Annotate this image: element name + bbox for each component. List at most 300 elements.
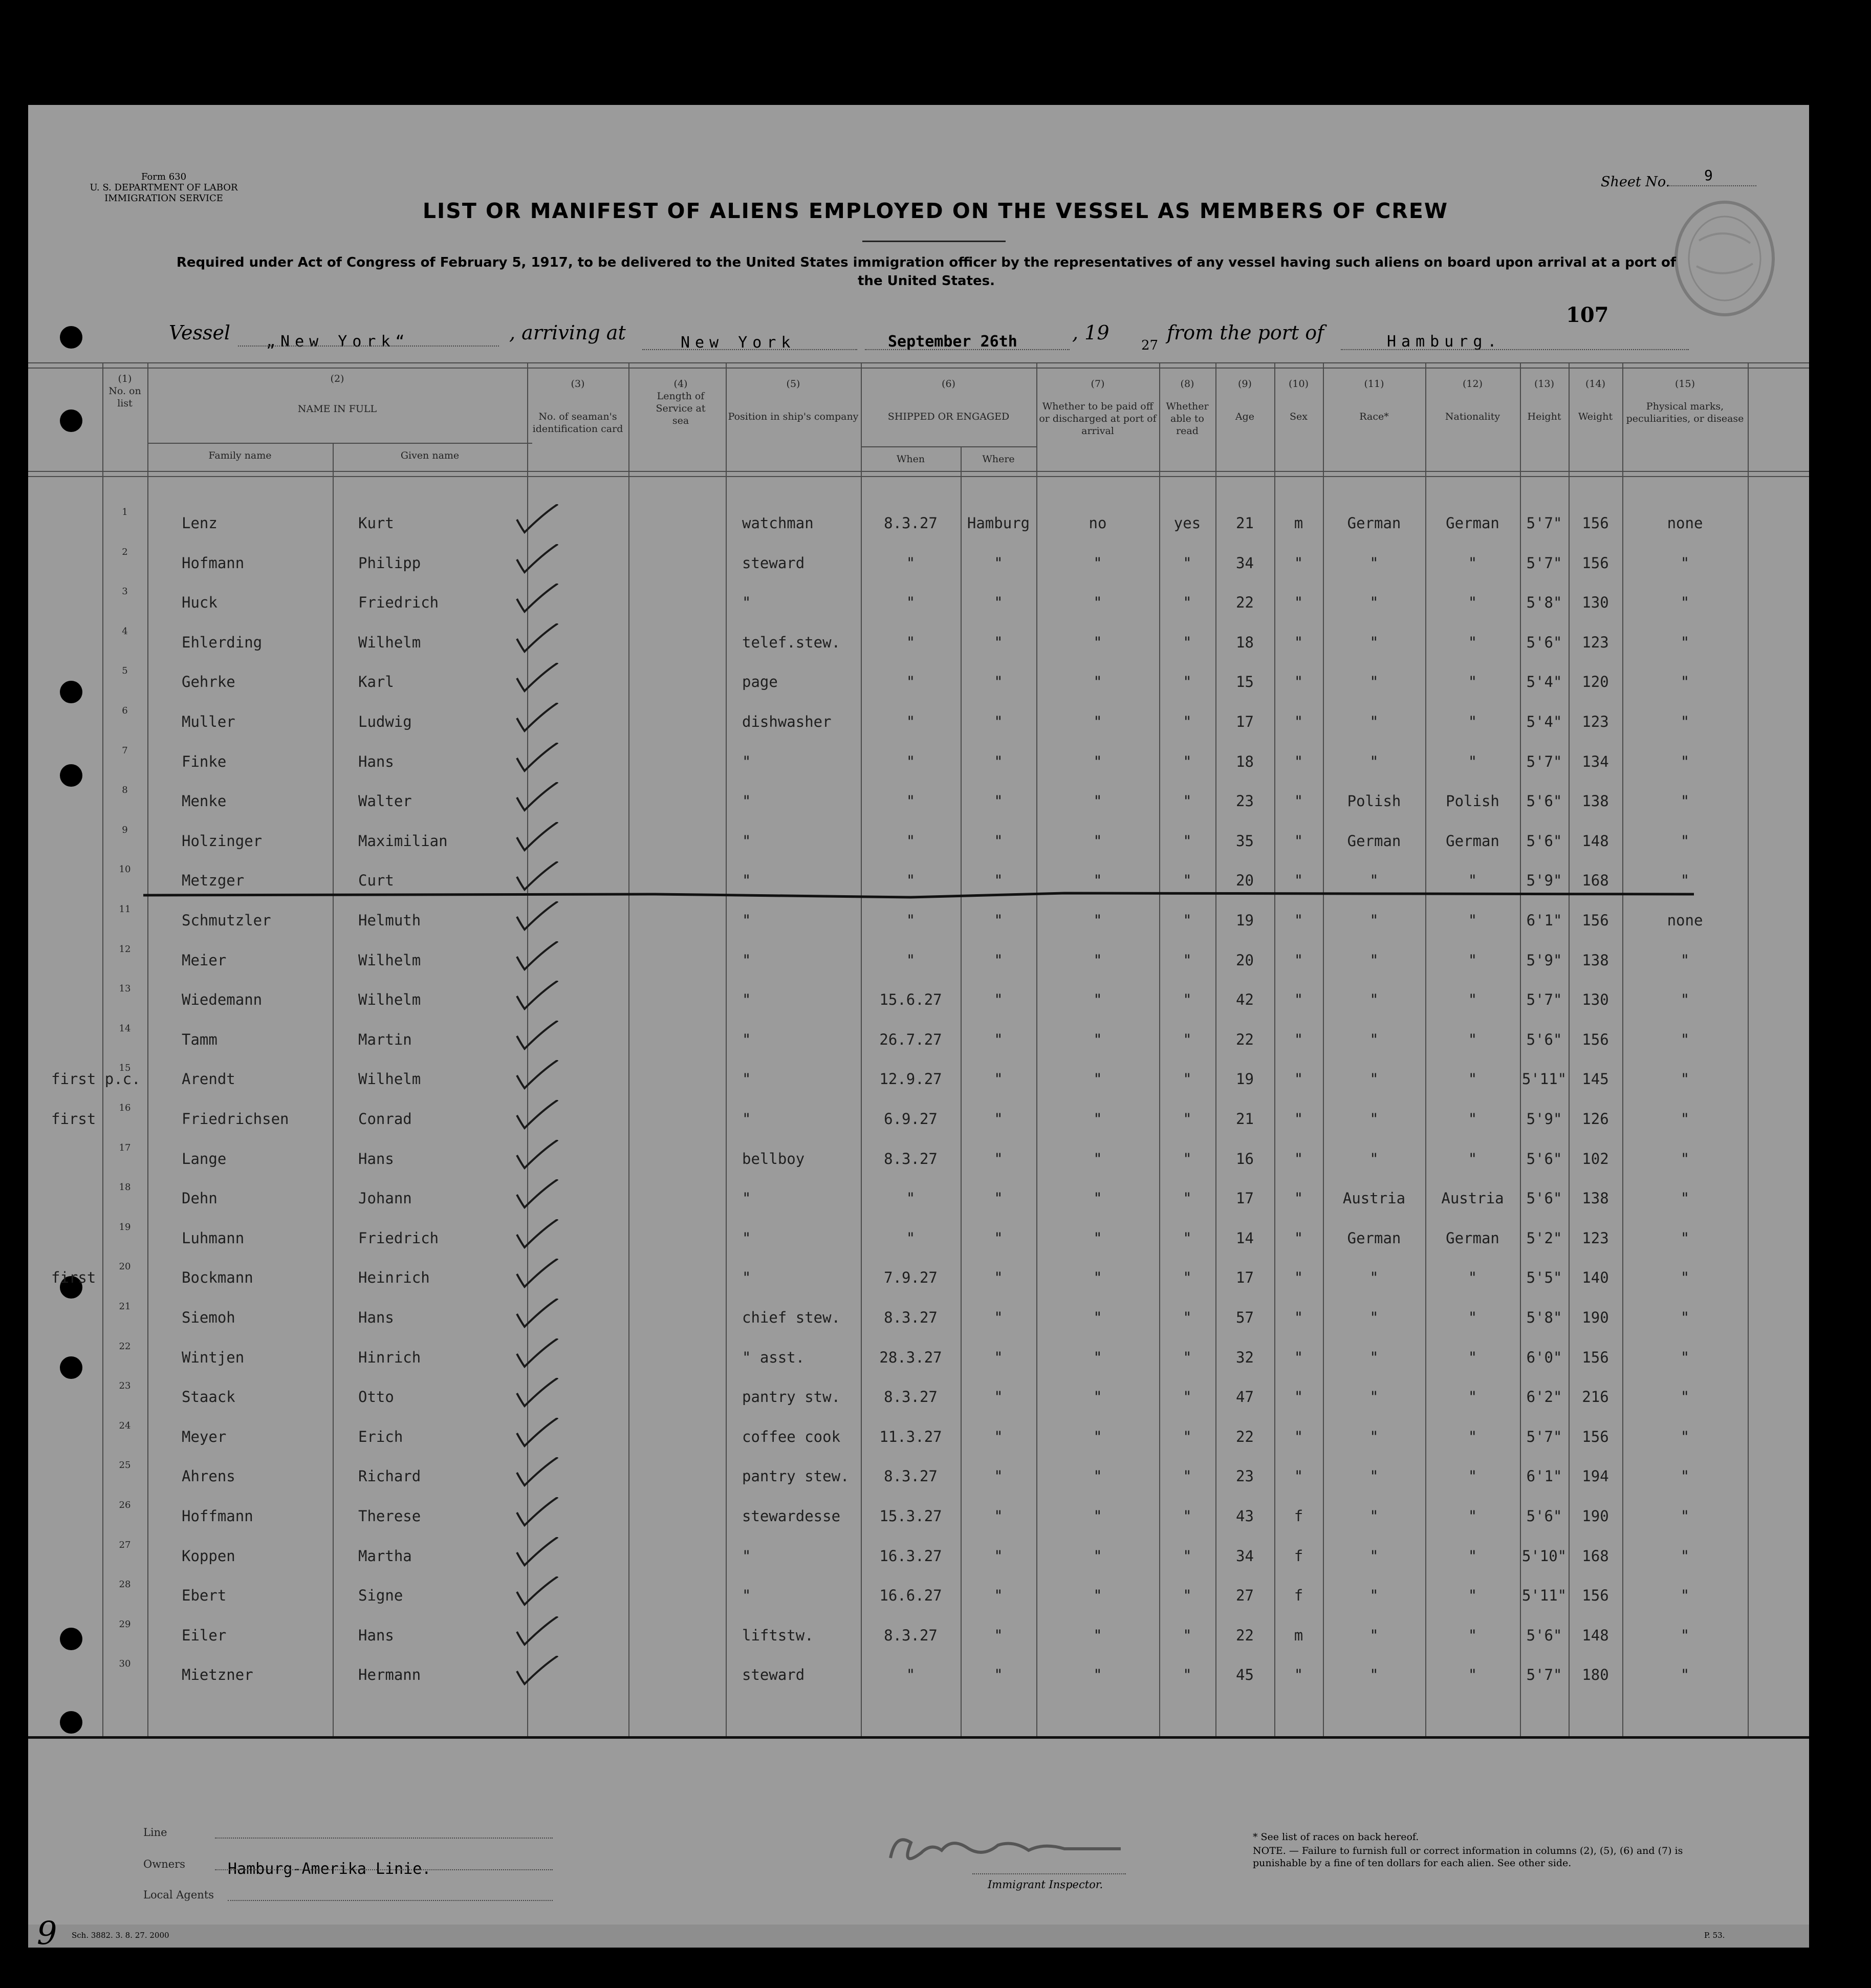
row-number: 25: [119, 1460, 131, 1471]
cell-race: ": [1369, 1070, 1379, 1088]
row-number: 27: [119, 1539, 131, 1550]
cell-weight: 190: [1582, 1309, 1609, 1326]
cell-read: ": [1183, 1547, 1192, 1565]
cell-where: ": [994, 752, 1003, 770]
cell-family: Meier: [182, 951, 227, 969]
cell-marks: ": [1680, 1070, 1690, 1088]
cell-nat: Polish: [1446, 792, 1499, 810]
cell-read: ": [1183, 752, 1192, 770]
cell-where: ": [994, 1587, 1003, 1605]
binder-hole: [60, 409, 82, 432]
cell-where: ": [994, 832, 1003, 850]
cell-family: Gehrke: [182, 673, 235, 691]
cell-height: 5'6": [1526, 1626, 1562, 1644]
cell-given: Martha: [358, 1547, 412, 1565]
cell-read: ": [1183, 1110, 1192, 1128]
cell-family: Ehlerding: [182, 633, 263, 651]
check-mark-icon: [512, 1497, 573, 1533]
binder-hole: [60, 764, 82, 787]
cell-given: Friedrich: [358, 1229, 439, 1247]
cell-race: ": [1369, 633, 1379, 651]
cell-read: ": [1183, 1269, 1192, 1287]
cell-race: ": [1369, 594, 1379, 612]
check-mark-icon: [512, 782, 573, 818]
cell-sex: ": [1294, 792, 1303, 810]
cell-weight: 156: [1582, 514, 1609, 532]
row-number: 20: [119, 1261, 131, 1272]
cell-when: ": [906, 912, 916, 929]
table-bottom-rule: [28, 1736, 1809, 1739]
cell-nat: ": [1468, 872, 1477, 890]
cell-weight: 138: [1582, 1190, 1609, 1207]
sheet-number: 9: [1704, 167, 1713, 184]
cell-marks: ": [1680, 1030, 1690, 1048]
cell-family: Finke: [182, 752, 227, 770]
header-col15: (15) Physical marks, peculiarities, or disease: [1626, 378, 1744, 424]
cell-paid: ": [1093, 1666, 1102, 1684]
cell-height: 5'4": [1526, 673, 1562, 691]
manifest-number: 107: [1566, 303, 1609, 327]
cell-weight: 102: [1582, 1150, 1609, 1168]
check-mark-icon: [512, 1378, 573, 1414]
cell-weight: 156: [1582, 554, 1609, 572]
cell-when: 16.6.27: [879, 1587, 942, 1605]
cell-nat: ": [1468, 991, 1477, 1009]
cell-paid: ": [1093, 1070, 1102, 1088]
check-mark-icon: [512, 623, 573, 659]
cell-sex: ": [1294, 1070, 1303, 1088]
cell-weight: 216: [1582, 1388, 1609, 1406]
row-note: first: [51, 1269, 96, 1287]
row-number: 11: [119, 904, 131, 915]
binder-hole: [60, 1711, 82, 1734]
cell-marks: ": [1680, 1666, 1690, 1684]
cell-family: Schmutzler: [182, 912, 271, 929]
cell-paid: ": [1093, 912, 1102, 929]
cell-paid: ": [1093, 1030, 1102, 1048]
cell-sex: ": [1294, 1309, 1303, 1326]
cell-weight: 140: [1582, 1269, 1609, 1287]
cell-marks: ": [1680, 633, 1690, 651]
check-mark-icon: [512, 703, 573, 739]
cell-position: telef.stew.: [742, 633, 841, 651]
cell-nat: ": [1468, 1110, 1477, 1128]
row-number: 2: [122, 546, 128, 557]
departure-label: from the port of: [1167, 321, 1324, 344]
date-line: [865, 349, 1070, 350]
row-number: 13: [119, 983, 131, 995]
row-number: 19: [119, 1221, 131, 1233]
cell-position: chief stew.: [742, 1309, 841, 1326]
cell-given: Erich: [358, 1428, 403, 1445]
cell-sex: ": [1294, 1467, 1303, 1485]
cell-race: German: [1347, 832, 1401, 850]
cell-position: ": [742, 752, 751, 770]
cell-weight: 168: [1582, 1547, 1609, 1565]
cell-sex: ": [1294, 752, 1303, 770]
cell-where: ": [994, 912, 1003, 929]
cell-height: 5'5": [1526, 1269, 1562, 1287]
cell-position: liftstw.: [742, 1626, 814, 1644]
check-mark-icon: [512, 981, 573, 1017]
header-col5: (5) Position in ship's company: [728, 378, 859, 422]
cell-age: 22: [1236, 1030, 1254, 1048]
cell-where: ": [994, 554, 1003, 572]
cell-height: 6'1": [1526, 1467, 1562, 1485]
cell-position: ": [742, 1070, 751, 1088]
cell-marks: ": [1680, 951, 1690, 969]
cell-given: Martin: [358, 1030, 412, 1048]
binder-hole: [60, 1356, 82, 1379]
cell-sex: f: [1294, 1507, 1303, 1525]
cell-where: ": [994, 951, 1003, 969]
cell-race: Polish: [1347, 792, 1401, 810]
cell-sex: ": [1294, 633, 1303, 651]
arrival-line: [642, 349, 857, 350]
cell-where: Hamburg: [967, 514, 1030, 532]
title-underline: [862, 241, 1006, 242]
cell-read: ": [1183, 1150, 1192, 1168]
cell-when: ": [906, 554, 916, 572]
row-number: 7: [122, 745, 128, 756]
cell-read: ": [1183, 1309, 1192, 1326]
cell-height: 5'9": [1526, 872, 1562, 890]
cell-when: ": [906, 752, 916, 770]
cell-read: ": [1183, 792, 1192, 810]
cell-read: ": [1183, 1626, 1192, 1644]
cell-position: ": [742, 991, 751, 1009]
cell-where: ": [994, 673, 1003, 691]
check-mark-icon: [512, 1418, 573, 1454]
cell-height: 5'7": [1526, 1428, 1562, 1445]
cell-position: page: [742, 673, 778, 691]
cell-race: German: [1347, 514, 1401, 532]
cell-race: ": [1369, 1626, 1379, 1644]
cell-nat: ": [1468, 673, 1477, 691]
cell-given: Johann: [358, 1190, 412, 1207]
page-code: P. 53.: [1704, 1931, 1725, 1940]
cell-when: ": [906, 1229, 916, 1247]
check-mark-icon: [512, 1576, 573, 1612]
cell-when: ": [906, 713, 916, 730]
cell-paid: ": [1093, 713, 1102, 730]
cell-family: Ahrens: [182, 1467, 235, 1485]
header-col14: (14) Weight: [1578, 378, 1613, 422]
cell-age: 22: [1236, 1626, 1254, 1644]
cell-age: 18: [1236, 633, 1254, 651]
cell-sex: ": [1294, 1348, 1303, 1366]
cell-given: Walter: [358, 792, 412, 810]
check-mark-icon: [512, 584, 573, 619]
cell-position: " asst.: [742, 1348, 805, 1366]
cell-nat: ": [1468, 752, 1477, 770]
cell-marks: ": [1680, 594, 1690, 612]
cell-nat: ": [1468, 1587, 1477, 1605]
cell-nat: ": [1468, 912, 1477, 929]
cell-when: 28.3.27: [879, 1348, 942, 1366]
cell-weight: 123: [1582, 633, 1609, 651]
cell-marks: ": [1680, 1110, 1690, 1128]
cell-age: 57: [1236, 1309, 1254, 1326]
cell-marks: ": [1680, 673, 1690, 691]
cell-marks: ": [1680, 1626, 1690, 1644]
row-number: 3: [122, 586, 128, 597]
sheet-number-line: [1669, 185, 1756, 186]
local-agents-label: Local Agents: [143, 1889, 214, 1901]
cell-marks: ": [1680, 554, 1690, 572]
cell-sex: ": [1294, 1150, 1303, 1168]
cell-family: Wintjen: [182, 1348, 245, 1366]
cell-read: ": [1183, 832, 1192, 850]
cell-sex: m: [1294, 514, 1303, 532]
local-agents-field: [228, 1900, 553, 1901]
cell-paid: ": [1093, 1587, 1102, 1605]
cell-family: Koppen: [182, 1547, 235, 1565]
cell-nat: ": [1468, 633, 1477, 651]
cell-position: ": [742, 1587, 751, 1605]
sheet-bottom-edge: [28, 1925, 1809, 1948]
port-line: [1341, 349, 1689, 350]
cell-paid: ": [1093, 594, 1102, 612]
cell-when: 8.3.27: [884, 1309, 938, 1326]
cell-when: ": [906, 1666, 916, 1684]
check-mark-icon: [512, 1537, 573, 1573]
cell-sex: ": [1294, 1388, 1303, 1406]
cell-where: ": [994, 1388, 1003, 1406]
check-mark-icon: [512, 941, 573, 977]
cell-paid: ": [1093, 554, 1102, 572]
cell-sex: ": [1294, 951, 1303, 969]
row-number: 8: [122, 785, 128, 796]
cell-race: ": [1369, 912, 1379, 929]
cell-age: 34: [1236, 554, 1254, 572]
cell-paid: ": [1093, 1190, 1102, 1207]
cell-nat: ": [1468, 713, 1477, 730]
cell-position: ": [742, 1229, 751, 1247]
cell-age: 17: [1236, 1269, 1254, 1287]
cell-age: 15: [1236, 673, 1254, 691]
cell-when: ": [906, 832, 916, 850]
row-number: 22: [119, 1341, 131, 1352]
cell-marks: ": [1680, 1507, 1690, 1525]
cell-sex: f: [1294, 1587, 1303, 1605]
cell-family: Menke: [182, 792, 227, 810]
cell-family: Lange: [182, 1150, 227, 1168]
cell-where: ": [994, 1030, 1003, 1048]
cell-race: ": [1369, 1030, 1379, 1048]
row-note: first: [51, 1110, 96, 1128]
cell-weight: 168: [1582, 872, 1609, 890]
cell-marks: ": [1680, 832, 1690, 850]
cell-given: Heinrich: [358, 1269, 430, 1287]
cell-when: 7.9.27: [884, 1269, 938, 1287]
cell-marks: ": [1680, 1190, 1690, 1207]
cell-height: 5'10": [1521, 1547, 1567, 1565]
table-top-rule: [28, 362, 1809, 363]
cell-marks: ": [1680, 713, 1690, 730]
cell-position: ": [742, 1030, 751, 1048]
cell-nat: German: [1446, 832, 1499, 850]
check-mark-icon: [512, 1457, 573, 1493]
cell-where: ": [994, 633, 1003, 651]
cell-position: stewardesse: [742, 1507, 841, 1525]
cell-race: ": [1369, 1150, 1379, 1168]
cell-age: 17: [1236, 713, 1254, 730]
year-value: 27: [1141, 338, 1159, 353]
service-name: IMMIGRATION SERVICE: [104, 193, 223, 204]
cell-height: 6'1": [1526, 912, 1562, 929]
cell-age: 35: [1236, 832, 1254, 850]
cell-given: Hermann: [358, 1666, 421, 1684]
cell-when: 8.3.27: [884, 1467, 938, 1485]
cell-height: 5'9": [1526, 1110, 1562, 1128]
cell-age: 18: [1236, 752, 1254, 770]
arrival-port: New York: [681, 334, 796, 352]
cell-family: Tamm: [182, 1030, 217, 1048]
cell-race: ": [1369, 951, 1379, 969]
cell-family: Wiedemann: [182, 991, 263, 1009]
cell-nat: ": [1468, 554, 1477, 572]
cell-when: ": [906, 633, 916, 651]
cell-marks: ": [1680, 1428, 1690, 1445]
cell-sex: ": [1294, 1110, 1303, 1128]
cell-given: Hans: [358, 1150, 394, 1168]
cell-height: 5'6": [1526, 832, 1562, 850]
cell-given: Maximilian: [358, 832, 448, 850]
cell-age: 16: [1236, 1150, 1254, 1168]
header-col11: (11) Race*: [1359, 378, 1389, 422]
cell-read: ": [1183, 1507, 1192, 1525]
arriving-label: , arriving at: [509, 321, 626, 344]
cell-where: ": [994, 1070, 1003, 1088]
check-mark-icon: [512, 1140, 573, 1176]
vessel-line: [238, 345, 499, 347]
header-bottom-rule: [28, 471, 1809, 472]
cell-given: Therese: [358, 1507, 421, 1525]
cell-position: ": [742, 594, 751, 612]
cell-position: steward: [742, 1666, 805, 1684]
cell-given: Friedrich: [358, 594, 439, 612]
cell-family: Arendt: [182, 1070, 235, 1088]
cell-nat: German: [1446, 1229, 1499, 1247]
cell-where: ": [994, 1269, 1003, 1287]
col-divider: [1748, 363, 1749, 1738]
cell-height: 5'7": [1526, 514, 1562, 532]
cell-paid: ": [1093, 1348, 1102, 1366]
cell-when: 8.3.27: [884, 1150, 938, 1168]
cell-race: ": [1369, 554, 1379, 572]
cell-given: Hinrich: [358, 1348, 421, 1366]
cell-when: 16.3.27: [879, 1547, 942, 1565]
row-number: 28: [119, 1579, 131, 1590]
cell-sex: ": [1294, 713, 1303, 730]
cell-when: 8.3.27: [884, 514, 938, 532]
cell-where: ": [994, 1229, 1003, 1247]
binder-hole: [60, 326, 82, 349]
cell-where: ": [994, 872, 1003, 890]
cell-where: ": [994, 1428, 1003, 1445]
cell-height: 6'2": [1526, 1388, 1562, 1406]
cell-height: 5'7": [1526, 752, 1562, 770]
cell-paid: ": [1093, 1547, 1102, 1565]
cell-where: ": [994, 1547, 1003, 1565]
cell-sex: ": [1294, 1269, 1303, 1287]
cell-weight: 130: [1582, 991, 1609, 1009]
cell-age: 20: [1236, 872, 1254, 890]
vessel-name: „New York“: [266, 333, 410, 351]
header-col1: (1) No. on list: [108, 373, 141, 409]
header-col12: (12) Nationality: [1445, 378, 1500, 422]
cell-nat: ": [1468, 1507, 1477, 1525]
check-mark-icon: [512, 1338, 573, 1374]
cell-marks: ": [1680, 1150, 1690, 1168]
cell-paid: ": [1093, 872, 1102, 890]
cell-family: Bockmann: [182, 1269, 253, 1287]
cell-given: Richard: [358, 1467, 421, 1485]
sheet-number-label: Sheet No.: [1601, 174, 1670, 190]
cell-sex: ": [1294, 912, 1303, 929]
owners-field: [215, 1869, 553, 1870]
row-number: 6: [122, 705, 128, 716]
cell-paid: ": [1093, 951, 1102, 969]
cell-race: German: [1347, 1229, 1401, 1247]
cell-paid: ": [1093, 1229, 1102, 1247]
col-divider: [147, 363, 148, 1738]
cell-where: ": [994, 1507, 1003, 1525]
line-label: Line: [143, 1826, 167, 1839]
cell-family: Meyer: [182, 1428, 227, 1445]
check-mark-icon: [512, 1100, 573, 1136]
cell-paid: ": [1093, 792, 1102, 810]
cell-race: ": [1369, 1348, 1379, 1366]
cell-given: Wilhelm: [358, 951, 421, 969]
cell-age: 22: [1236, 1428, 1254, 1445]
cell-marks: ": [1680, 1348, 1690, 1366]
row-number: 29: [119, 1618, 131, 1630]
cell-age: 19: [1236, 1070, 1254, 1088]
cell-paid: ": [1093, 1467, 1102, 1485]
cell-position: ": [742, 1190, 751, 1207]
header-col3: (3) No. of seaman's identification card: [532, 378, 623, 435]
cell-nat: ": [1468, 1428, 1477, 1445]
cell-age: 22: [1236, 594, 1254, 612]
vessel-label: Vessel: [169, 321, 231, 344]
cell-given: Wilhelm: [358, 1070, 421, 1088]
penalty-note: NOTE. — Failure to furnish full or correct information in columns (2), (5), (6) and (7) is punishable by a fine of ten dollars for each alien. See other side.: [1253, 1845, 1683, 1869]
owners-value: Hamburg-Amerika Linie.: [228, 1860, 431, 1878]
cell-paid: ": [1093, 633, 1102, 651]
cell-read: ": [1183, 1070, 1192, 1088]
cell-nat: ": [1468, 594, 1477, 612]
cell-sex: ": [1294, 594, 1303, 612]
check-mark-icon: [512, 1656, 573, 1692]
cell-marks: ": [1680, 752, 1690, 770]
cell-read: ": [1183, 872, 1192, 890]
cell-height: 5'6": [1526, 633, 1562, 651]
check-mark-icon: [512, 1616, 573, 1652]
row-number: 1: [122, 507, 128, 517]
table-top-rule: [28, 368, 1809, 369]
row-number: 9: [122, 824, 128, 835]
cell-paid: no: [1089, 514, 1107, 532]
cell-when: 15.3.27: [879, 1507, 942, 1525]
cell-weight: 148: [1582, 832, 1609, 850]
cell-age: 23: [1236, 1467, 1254, 1485]
cell-read: ": [1183, 1666, 1192, 1684]
cell-weight: 123: [1582, 1229, 1609, 1247]
cell-family: Hofmann: [182, 554, 245, 572]
cell-age: 43: [1236, 1507, 1254, 1525]
